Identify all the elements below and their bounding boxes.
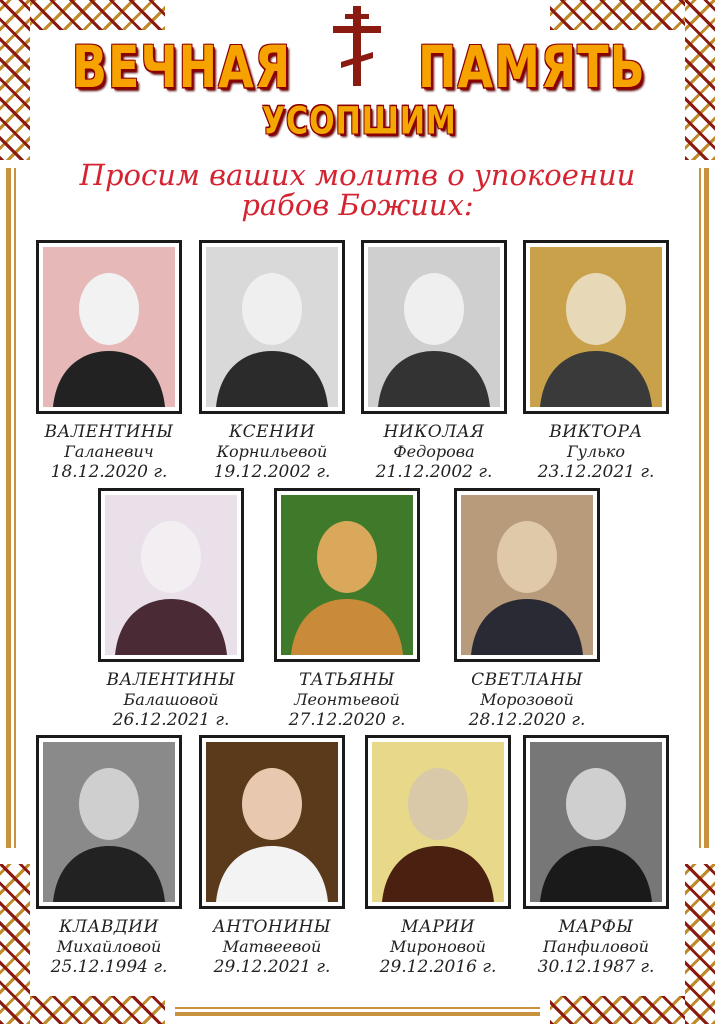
memorial-card [511, 735, 681, 978]
photo-frame [98, 488, 244, 662]
memorial-card [187, 735, 357, 978]
memorial-card [187, 240, 357, 483]
photo-frame [523, 240, 669, 414]
invitation-line-1: Просим ваших молитв о упокоении [79, 158, 636, 192]
ornament-top-right-vertical [685, 0, 715, 160]
person-name: КСЕНИИ [228, 422, 316, 442]
person-name: СВЕТЛАНЫ [471, 670, 583, 690]
person-date: 18.12.2020 г. [50, 462, 168, 482]
portrait-photo-icon [461, 495, 593, 655]
side-rail-right-thin [699, 168, 701, 848]
orthodox-cross-icon [327, 4, 387, 88]
portrait-photo-icon [43, 742, 175, 902]
person-name: НИКОЛАЯ [383, 422, 485, 442]
person-surname: Морозовой [480, 690, 574, 709]
person-date: 23.12.2021 г. [537, 462, 655, 482]
person-surname: Михайловой [56, 937, 162, 956]
invitation-text [40, 160, 675, 220]
person-surname: Леонтьевой [294, 690, 400, 709]
portrait-photo-icon [105, 495, 237, 655]
person-surname: Балашовой [123, 690, 219, 709]
portrait-photo-icon [206, 742, 338, 902]
ornament-bottom-right-vertical [685, 864, 715, 1024]
person-date: 29.12.2016 г. [379, 957, 497, 977]
title-left: ВЕЧНАЯ [72, 33, 292, 101]
portrait-photo-icon [530, 742, 662, 902]
person-name: КЛАВДИИ [59, 917, 159, 937]
person-date: 19.12.2002 г. [213, 462, 331, 482]
person-name: МАРФЫ [558, 917, 634, 937]
person-date: 27.12.2020 г. [288, 710, 406, 730]
memorial-card [353, 735, 523, 978]
ornament-top-left-vertical [0, 0, 30, 160]
person-name: МАРИИ [401, 917, 475, 937]
invitation-line-2: рабов Божиих: [241, 188, 474, 222]
memorial-card [442, 488, 612, 731]
memorial-card [86, 488, 256, 731]
person-name: ВАЛЕНТИНЫ [44, 422, 174, 442]
photo-frame [36, 735, 182, 909]
person-date: 29.12.2021 г. [213, 957, 331, 977]
portrait-photo-icon [206, 247, 338, 407]
photo-frame [365, 735, 511, 909]
photo-frame [199, 240, 345, 414]
person-surname: Матвеевой [222, 937, 322, 956]
person-date: 26.12.2021 г. [112, 710, 230, 730]
photo-frame [274, 488, 420, 662]
person-name: АНТОНИНЫ [212, 917, 332, 937]
photo-frame [454, 488, 600, 662]
person-surname: Мироновой [390, 937, 486, 956]
side-rail-left [6, 168, 11, 848]
portrait-photo-icon [281, 495, 413, 655]
bottom-rail-thin [175, 1007, 540, 1009]
memorial-card [262, 488, 432, 731]
subtitle: УСОПШИМ [262, 99, 457, 144]
title-right: ПАМЯТЬ [418, 33, 646, 101]
person-date: 25.12.1994 г. [50, 957, 168, 977]
photo-frame [199, 735, 345, 909]
memorial-card [511, 240, 681, 483]
person-surname: Панфиловой [543, 937, 649, 956]
person-surname: Галаневич [64, 442, 154, 461]
person-name: ВАЛЕНТИНЫ [106, 670, 236, 690]
memorial-card [24, 240, 194, 483]
person-surname: Федорова [393, 442, 475, 461]
portrait-photo-icon [43, 247, 175, 407]
photo-frame [523, 735, 669, 909]
person-surname: Гулько [567, 442, 625, 461]
person-name: ВИКТОРА [549, 422, 643, 442]
memorial-card [349, 240, 519, 483]
person-date: 30.12.1987 г. [537, 957, 655, 977]
person-date: 21.12.2002 г. [375, 462, 493, 482]
side-rail-right [704, 168, 709, 848]
memorial-card [24, 735, 194, 978]
side-rail-left-thin [14, 168, 16, 848]
person-name: ТАТЬЯНЫ [299, 670, 395, 690]
person-date: 28.12.2020 г. [468, 710, 586, 730]
portrait-photo-icon [368, 247, 500, 407]
bottom-rail [175, 1012, 540, 1016]
person-surname: Корнильевой [216, 442, 328, 461]
portrait-photo-icon [530, 247, 662, 407]
photo-frame [36, 240, 182, 414]
portrait-photo-icon [372, 742, 504, 902]
photo-frame [361, 240, 507, 414]
